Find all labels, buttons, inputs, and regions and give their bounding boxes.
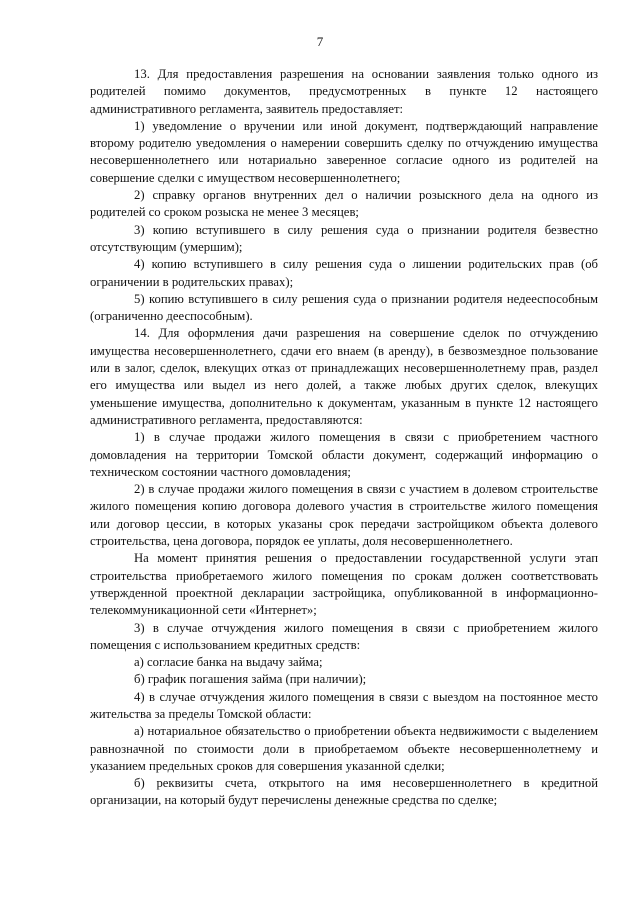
paragraph-14-item-3b: б) график погашения займа (при наличии); — [134, 672, 367, 687]
paragraph-13-item-1: 1) уведомление о вручении или иной документ, подтверждающий направление второму родителю уведомления о намерении совершить сделку по отчуждению имущества несовершеннолетнего или нотариально заверенное согласие одного из родителей на совершение сделки с имуществом несовершеннолетнего; — [90, 118, 598, 185]
page-number: 7 — [316, 34, 324, 49]
paragraph-14-note: На момент принятия решения о предоставлении государственной услуги этап строительства приобретаемого жилого помещения по срокам должен соответствовать утвержденной проектной декларации застройщика, опубликованной в информационно-телекоммуникационной сети «Интернет»; — [90, 551, 598, 618]
paragraph-14-item-4b: б) реквизиты счета, открытого на имя несовершеннолетнего в кредитной организации, на который будут перечислены денежные средства по сделке; — [90, 776, 598, 808]
paragraph-13-item-5: 5) копию вступившего в силу решения суда о признании родителя недееспособным (ограниченно дееспособным). — [90, 291, 598, 324]
paragraph-14-item-1: 1) в случае продажи жилого помещения в связи с приобретением частного домовладения на территории Томской области документ, содержащий информацию о техническом состоянии частного домовладения; — [90, 430, 598, 479]
paragraph-13-item-3: 3) копию вступившего в силу решения суда о признании родителя безвестно отсутствующим (умершим); — [90, 222, 598, 254]
paragraph-14-item-2: 2) в случае продажи жилого помещения в связи с участием в долевом строительстве жилого помещения копию договора долевого участия в строительстве жилого помещения или договор цессии, в которых указаны срок передачи застройщиком объекта долевого строительства, цена договора, порядок ее уплаты, доля несовершеннолетнего. — [90, 482, 598, 549]
paragraph-14-item-4: 4) в случае отчуждения жилого помещения в связи с выездом на постоянное место жительства за пределы Томской области: — [90, 689, 598, 721]
paragraph-14-item-3a: а) согласие банка на выдачу займа; — [134, 655, 323, 670]
paragraph-13-intro: 13. Для предоставления разрешения на основании заявления только одного из родителей помимо документов, предусмотренных в пункте 12 настоящего административного регламента, заявитель предоставляет: — [90, 67, 598, 116]
paragraph-14-item-3: 3) в случае отчуждения жилого помещения в связи с приобретением жилого помещения с использованием кредитных средств: — [90, 620, 598, 652]
document-body — [90, 66, 598, 810]
paragraph-13-item-4: 4) копию вступившего в силу решения суда о лишении родительских прав (об ограничении в родительских правах); — [90, 257, 598, 289]
paragraph-13-item-2: 2) справку органов внутренних дел о наличии розыскного дела на одного из родителей со сроком розыска не менее 3 месяцев; — [90, 188, 598, 220]
paragraph-14-intro: 14. Для оформления дачи разрешения на совершение сделок по отчуждению имущества несовершеннолетнего, сдачи его внаем (в аренду), в безвозмездное пользование или в залог, сделок, влекущих отказ от принадлежащих несовершеннолетнему прав, раздел его имущества или выдел из него долей, а также любых других сделок, влекущих уменьшение имущества, дополнительно к документам, указанным в пункте 12 настоящего административного регламента, предоставляются: — [90, 326, 598, 427]
paragraph-14-item-4a: а) нотариальное обязательство о приобретении объекта недвижимости с выделением равнозначной по стоимости доли в приобретаемом объекте несовершеннолетнему и указанием предельных сроков для совершения указанной сделки; — [90, 724, 598, 773]
